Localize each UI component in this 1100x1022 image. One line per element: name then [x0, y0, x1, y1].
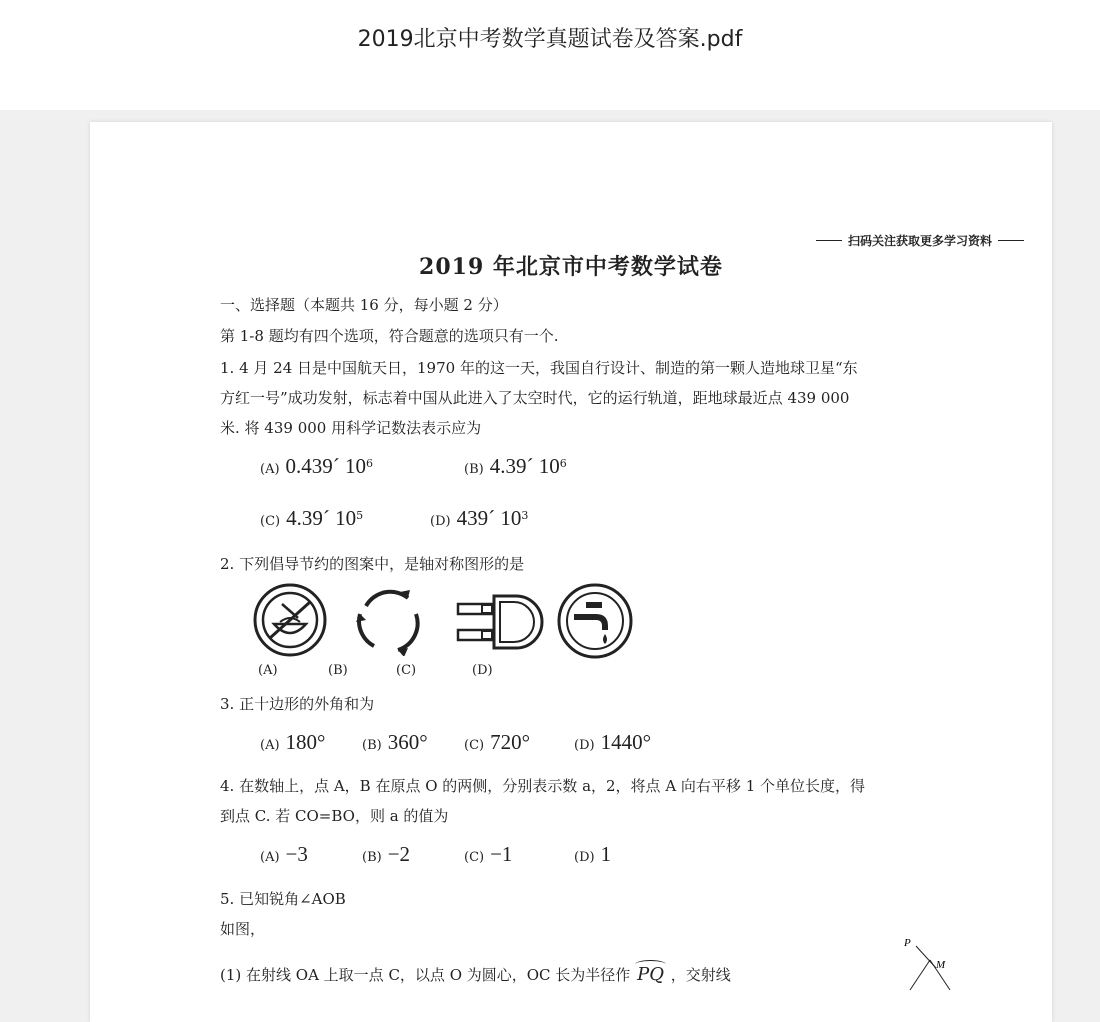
viewer-header: [0, 0, 1100, 110]
q1-option-c-label: (C): [260, 514, 281, 529]
q1-option-a-value: 0.439´ 10: [285, 454, 367, 478]
exam-title: 2019 年北京市中考数学试卷: [419, 254, 723, 280]
page-content: [90, 122, 1052, 1022]
q1-line-3: 米. 将 439 000 用科学记数法表示应为: [220, 419, 482, 437]
scan-note-text: 扫码关注获取更多学习资料: [847, 234, 992, 248]
q4-option-c-label: (C): [464, 850, 485, 865]
scan-note-left-dash: [816, 240, 842, 241]
q5-step-1-text: (1) 在射线 OA 上取一点 C，以点 O 为圆心，OC 长为半径作: [220, 966, 631, 984]
q4-line-1: 4. 在数轴上，点 A，B 在原点 O 的两侧，分别表示数 a，2，将点 A 向右平移 1 个单位长度，得: [220, 777, 866, 795]
q3-option-c-value: 720°: [490, 730, 530, 754]
recycle-icon: [352, 584, 426, 656]
q4-option-a-label: (A): [260, 850, 280, 865]
q1-option-c-exponent: 5: [356, 509, 364, 522]
q1-line-2: 方红一号”成功发射，标志着中国从此进入了太空时代，它的运行轨道，距地球最近点 439 000: [220, 389, 850, 407]
q1-option-a-label: (A): [260, 462, 280, 477]
q3-option-d-label: (D): [574, 738, 595, 753]
q5-figure-label-p: P: [904, 937, 911, 949]
q5-step-1-tail: ，交射线: [670, 966, 731, 984]
q3-option-b-value: 360°: [387, 730, 428, 754]
plug-icon: [454, 592, 550, 652]
q1-option-a: [260, 454, 373, 479]
scan-note: [816, 232, 1024, 249]
q2-image-label-c: (C): [396, 663, 417, 678]
q4-option-b-label: (B): [362, 850, 382, 865]
bowl-icon: [252, 582, 328, 658]
q1-option-a-exponent: 6: [366, 457, 374, 470]
q3-option-b-label: (B): [362, 738, 382, 753]
scan-note-right-dash: [998, 240, 1024, 241]
q4-option-a: [260, 842, 308, 867]
q4-option-b: [362, 842, 410, 867]
q5-line-1: 5. 已知锐角∠AOB: [220, 890, 346, 908]
q2-image-label-a: (A): [258, 663, 278, 678]
q5-figure: [890, 932, 970, 992]
q3-option-a: [260, 730, 325, 755]
faucet-icon: [556, 582, 634, 660]
q1-line-1: 1. 4 月 24 日是中国航天日，1970 年的这一天，我国自行设计、制造的第一颗人造地球卫星“东: [220, 359, 858, 377]
q1-option-b-exponent: 6: [559, 457, 567, 470]
q4-option-c-value: −1: [490, 842, 513, 866]
q3-option-a-label: (A): [260, 738, 280, 753]
q3-option-d: [574, 730, 651, 755]
q1-option-d-label: (D): [430, 514, 451, 529]
q1-option-c-value: 4.39´ 10: [286, 506, 357, 530]
file-title: 2019北京中考数学真题试卷及答案.pdf: [357, 27, 743, 52]
q3-option-c: [464, 730, 530, 755]
section-heading: 一、选择题（本题共 16 分，每小题 2 分）: [220, 296, 508, 314]
q2-text: 2. 下列倡导节约的图案中，是轴对称图形的是: [220, 555, 525, 573]
q3-text: 3. 正十边形的外角和为: [220, 695, 375, 713]
q1-option-d: [430, 506, 528, 531]
instruction: 第 1-8 题均有四个选项，符合题意的选项只有一个.: [220, 327, 559, 345]
q3-option-c-label: (C): [464, 738, 485, 753]
q4-option-a-value: −3: [285, 842, 308, 866]
q5-figure-label-m: M: [936, 959, 946, 971]
q5-line-2: 如图，: [220, 920, 266, 938]
q4-option-b-value: −2: [387, 842, 411, 866]
q4-option-d: [574, 842, 611, 867]
q1-option-d-value: 439´ 10: [456, 506, 522, 530]
q3-option-d-value: 1440°: [600, 730, 651, 754]
q5-arc-pq: PQ: [637, 964, 664, 985]
q1-option-c: [260, 506, 363, 531]
q1-option-d-exponent: 3: [521, 509, 529, 522]
pdf-page[interactable]: [90, 122, 1052, 1022]
q3-option-b: [362, 730, 428, 755]
q1-option-b-label: (B): [464, 462, 484, 477]
q3-option-a-value: 180°: [285, 730, 326, 754]
q4-option-d-label: (D): [574, 850, 595, 865]
q2-image-label-d: (D): [472, 663, 493, 678]
q1-option-b: [464, 454, 567, 479]
q5-step-1: [220, 964, 731, 985]
q1-option-b-value: 4.39´ 10: [489, 454, 560, 478]
q4-option-c: [464, 842, 512, 867]
q4-line-2: 到点 C. 若 CO=BO，则 a 的值为: [220, 807, 449, 825]
q2-image-label-b: (B): [328, 663, 348, 678]
q4-option-d-value: 1: [600, 842, 612, 866]
